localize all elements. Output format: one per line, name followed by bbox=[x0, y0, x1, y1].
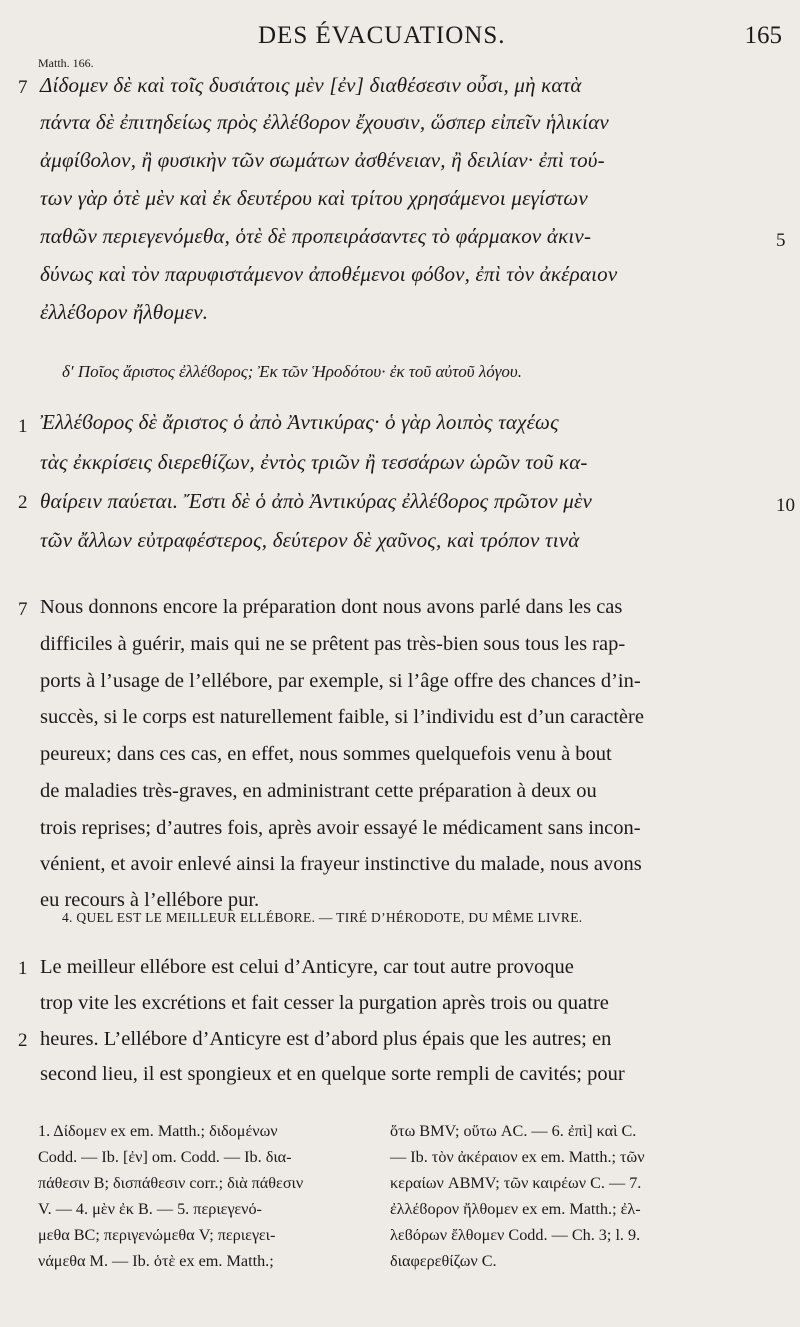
french-line: trop vite les excrétions et fait cesser la purgation après trois ou quatre bbox=[40, 992, 609, 1014]
section-marker: 1 bbox=[18, 416, 28, 437]
margin-line-number: 10 bbox=[776, 495, 795, 516]
footnote-line: V. — 4. μὲν ἐκ B. — 5. περιεγενό- bbox=[38, 1200, 262, 1218]
french-line: eu recours à l’ellébore pur. bbox=[40, 889, 260, 911]
french-line: vénient, et avoir enlevé ainsi la frayeur instinctive du malade, nous avons bbox=[40, 853, 642, 875]
french-line: succès, si le corps est naturellement faible, si l’individu est d’un caractère bbox=[40, 706, 644, 728]
footnote-line: κεραίων ABMV; τῶν καιρέων C. — 7. bbox=[390, 1174, 642, 1192]
french-line: ports à l’usage de l’ellébore, par exemple, si l’âge offre des chances d’in- bbox=[40, 670, 641, 692]
running-title: DES ÉVACUATIONS. bbox=[258, 22, 506, 49]
greek-line: Ἐλλέϐορος δὲ ἄριστος ὁ ἀπὸ Ἀντικύρας· ὁ γὰρ λοιπὸς ταχέως bbox=[40, 410, 559, 434]
footnote-line: 1. Δίδομεν ex em. Matth.; διδομένων bbox=[38, 1122, 278, 1140]
footnote-line: Codd. — Ib. [ἐν] om. Codd. — Ib. δια- bbox=[38, 1148, 292, 1166]
french-line: Nous donnons encore la préparation dont nous avons parlé dans les cas bbox=[40, 596, 623, 618]
footnote-line: λεϐόρων ἔλθομεν Codd. — Ch. 3; l. 9. bbox=[390, 1226, 641, 1244]
french-line: difficiles à guérir, mais qui ne se prêtent pas très-bien sous tous les rap- bbox=[40, 633, 626, 655]
french-section-heading: 4. QUEL EST LE MEILLEUR ELLÉBORE. — TIRÉ D’HÉRODOTE, DU MÊME LIVRE. bbox=[62, 910, 583, 925]
greek-section-heading: δ′ Ποῖος ἄριστος ἐλλέϐορος; Ἐκ τῶν Ἡροδότου· ἐκ τοῦ αὐτοῦ λόγου. bbox=[62, 362, 522, 381]
footnote-line: ἐλλέϐορον ἤλθομεν ex em. Matth.; ἐλ- bbox=[390, 1200, 641, 1218]
page-number: 165 bbox=[744, 22, 782, 49]
footnote-line: διαφερεθίζων C. bbox=[390, 1252, 497, 1270]
footnote-line: — Ib. τὸν ἀκέραιον ex em. Matth.; τῶν bbox=[390, 1148, 645, 1166]
section-marker: 1 bbox=[18, 958, 28, 979]
section-marker: 2 bbox=[18, 492, 28, 513]
footnote-line: ὅτω BMV; οὕτω AC. — 6. ἐπὶ] καὶ C. bbox=[390, 1122, 637, 1140]
greek-line: τῶν ἄλλων εὐτραφέστερος, δεύτερον δὲ χαῦνος, καὶ τρόπον τινὰ bbox=[40, 528, 580, 552]
footnote-line: μεθα BC; περιγενώμεθα V; περιεγει- bbox=[38, 1226, 276, 1244]
section-marker: 7 bbox=[18, 599, 28, 620]
french-line: Le meilleur ellébore est celui d’Anticyre, car tout autre provoque bbox=[40, 956, 574, 978]
greek-line: των γὰρ ὁτὲ μὲν καὶ ἐκ δευτέρου καὶ τρίτου χρησάμενοι μεγίστων bbox=[40, 186, 588, 210]
greek-line: παθῶν περιεγενόμεθα, ὁτὲ δὲ προπειράσαντες τὸ φάρμακον ἀκιν- bbox=[40, 224, 592, 248]
french-line: de maladies très-graves, en administrant cette préparation à deux ou bbox=[40, 780, 597, 802]
french-line: second lieu, il est spongieux et en quelque sorte rempli de cavités; pour bbox=[40, 1063, 625, 1085]
edition-reference: Matth. 166. bbox=[38, 56, 94, 70]
french-line: peureux; dans ces cas, en effet, nous sommes quelquefois venu à bout bbox=[40, 743, 612, 765]
greek-line: δύνως καὶ τὸν παρυφιστάμενον ἀποθέμενοι φόϐον, ἐπὶ τὸν ἀκέραιον bbox=[40, 262, 618, 286]
greek-line: ἐλλέϐορον ἤλθομεν. bbox=[40, 300, 209, 324]
footnote-line: πάθεσιν B; δισπάθεσιν corr.; διὰ πάθεσιν bbox=[38, 1174, 304, 1192]
greek-line: πάντα δὲ ἐπιτηδείως πρὸς ἐλλέϐορον ἔχουσιν, ὥσπερ εἰπεῖν ἡλικίαν bbox=[40, 110, 609, 134]
greek-line: τὰς ἐκκρίσεις διερεθίζων, ἐντὸς τριῶν ἢ τεσσάρων ὡρῶν τοῦ κα- bbox=[40, 450, 588, 474]
greek-line: ἀμφίϐολον, ἢ φυσικὴν τῶν σωμάτων ἀσθένειαν, ἢ δειλίαν· ἐπὶ τού- bbox=[40, 148, 605, 172]
french-line: heures. L’ellébore d’Anticyre est d’abord plus épais que les autres; en bbox=[40, 1028, 612, 1050]
section-marker: 7 bbox=[18, 77, 28, 98]
french-line: trois reprises; d’autres fois, après avoir essayé le médicament sans incon- bbox=[40, 817, 641, 839]
margin-line-number: 5 bbox=[776, 230, 786, 251]
greek-line: Δίδομεν δὲ καὶ τοῖς δυσιάτοις μὲν [ἐν] διαθέσεσιν οὖσι, μὴ κατὰ bbox=[40, 73, 582, 97]
greek-line: θαίρειν παύεται. Ἔστι δὲ ὁ ἀπὸ Ἀντικύρας ἐλλέϐορος πρῶτον μὲν bbox=[40, 489, 592, 513]
page-header bbox=[0, 22, 800, 56]
section-marker: 2 bbox=[18, 1030, 28, 1051]
footnote-line: νάμεθα M. — Ib. ὁτὲ ex em. Matth.; bbox=[38, 1252, 274, 1270]
